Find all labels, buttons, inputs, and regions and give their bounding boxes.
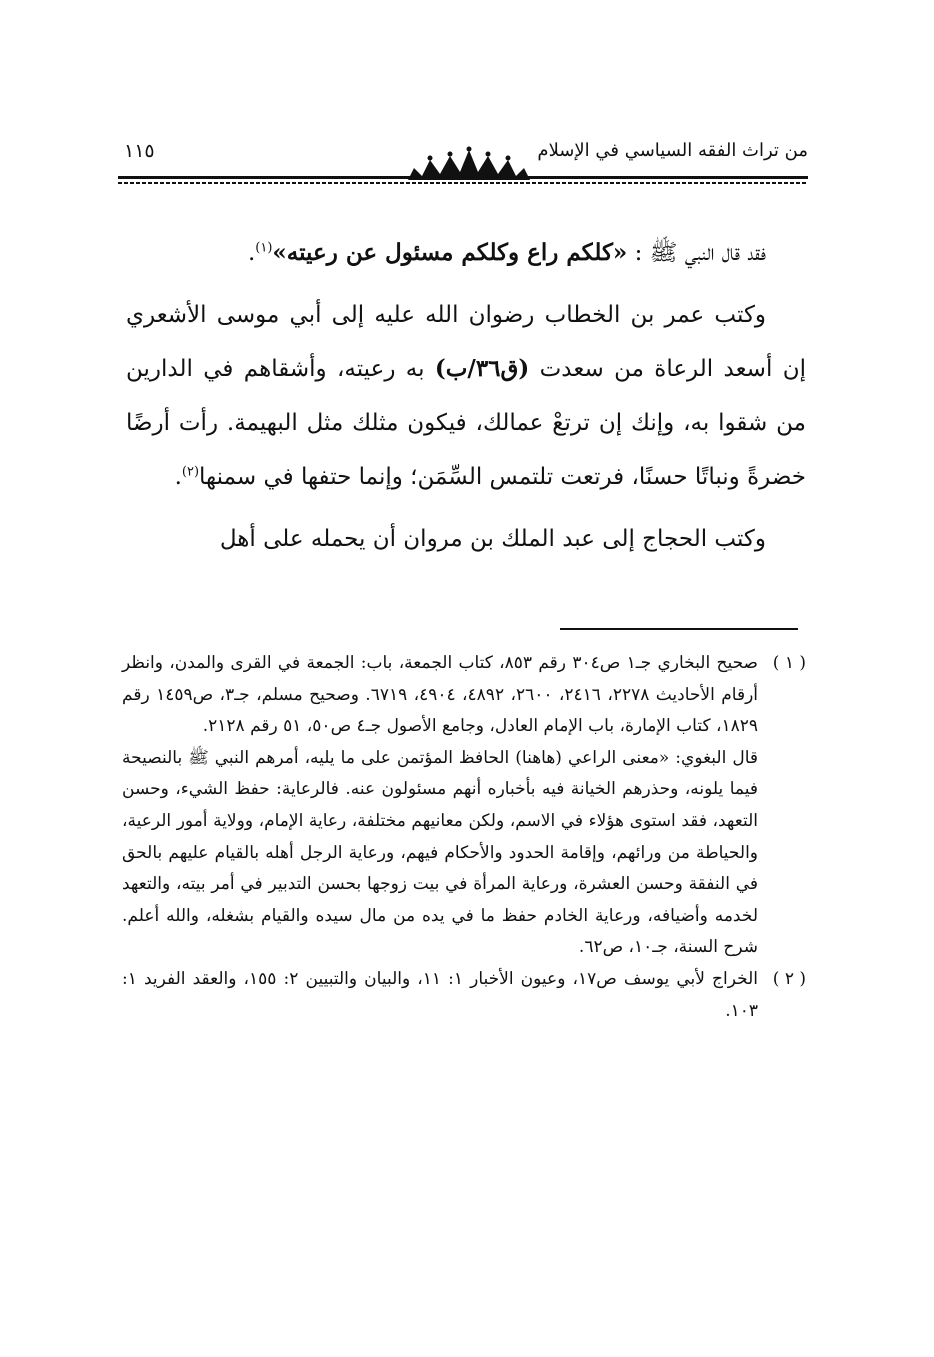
period: .: [174, 464, 182, 490]
paragraph-umar-letter: [126, 288, 806, 504]
footnote-ref-1: (١): [255, 240, 273, 256]
footnote-2: [122, 964, 806, 1027]
footnote-number: ( ٢ ): [772, 968, 806, 989]
footnote-text: الخراج لأبي يوسف ص١٧، وعيون الأخبار ١: ١١، والبيان والتبيين ٢: ١٥٥، والعقد الفريد ١: ١٠٣.: [122, 968, 759, 1021]
hadith-quote: «كلكم راع وكلكم مسئول عن رعيته»: [272, 239, 628, 266]
main-text: [126, 226, 806, 566]
paragraph-hajjaj-letter: وكتب الحجاج إلى عبد الملك بن مروان أن يحمله على أهل: [219, 526, 766, 552]
footnote-body: [122, 648, 758, 964]
paragraph-hadith: [126, 226, 806, 280]
header-rule-dotted: [118, 182, 808, 184]
footnote-number: ( ١ ): [772, 653, 806, 673]
hadith-intro: فقد قال النبي ﷺ :: [627, 240, 766, 266]
umar-letter-part-1: وكتب عمر بن الخطاب رضوان الله عليه إلى أبي موسى الأشعري إن أسعد الرعاة من سعدت: [126, 302, 806, 382]
footnote-text: صحيح البخاري جـ١ ص٣٠٤ رقم ٨٥٣، كتاب الجمعة، باب: الجمعة في القرى والمدن، وانظر أرقام الأحاديث ٢٢٧٨، ٢٤١٦، ٢٦٠٠، ٤٨٩٢، ٤٩٠٤، ٦٧١٩. وصحيح مسلم، جـ٣، ص١٤٥٩ رقم ١٨٢٩، كتاب الإمارة، باب الإمام العادل، وجامع الأصول جـ٤ ص٥٠، ٥١ رقم ٢١٢٨.: [122, 653, 759, 737]
running-title: من تراث الفقه السياسي في الإسلام: [537, 140, 808, 161]
footnote-text-baghawi: قال البغوي: «معنى الراعي (هاهنا) الحافظ المؤتمن على ما يليه، أمرهم النبي ﷺ بالنصيحة فيما يلونه، وحذرهم الخيانة فيه بأخباره أنهم مسئولون عنه. فالرعاية: حفظ الشيء، وحسن التعهد، فقد استوى هؤلاء في الاسم، ولكن معانيهم مختلفة، رعاية الإمام، وولاية أمور الرعية، والحياطة من ورائهم، وإقامة الحدود والأحكام فيهم، ورعاية الرجل أهله بالقيام عليهم بالحق في النفقة وحسن العشرة، ورعاية المرأة في بيت زوجها بحسن التدبير في أمر بيته، والتعهد لخدمه وأضيافه، ورعاية الخادم حفظ ما في يده من مال سيده والقيام بشغله، والله أعلم. شرح السنة، جـ١٠، ص٦٢.: [122, 747, 759, 958]
manuscript-ref: (ق٣٦/ب): [434, 355, 530, 382]
page-number: ١١٥: [124, 140, 155, 162]
umar-letter-part-2: به رعيته، وأشقاهم في الدارين من شقوا به، وإنك إن ترتعْ عمالك، فيكون مثلك مثل البهيمة. رأت أرضًا خضرةً ونباتًا حسنًا، فرتعت تلتمس السِّمَن؛ وإنما حتفها في سمنها: [126, 356, 806, 490]
period: .: [247, 240, 256, 266]
footnotes: [122, 648, 806, 1027]
footnote-1: [122, 648, 806, 964]
footnote-ref-2: (٢): [181, 464, 200, 480]
header-rule: [118, 176, 808, 179]
footnote-separator: [560, 628, 798, 630]
